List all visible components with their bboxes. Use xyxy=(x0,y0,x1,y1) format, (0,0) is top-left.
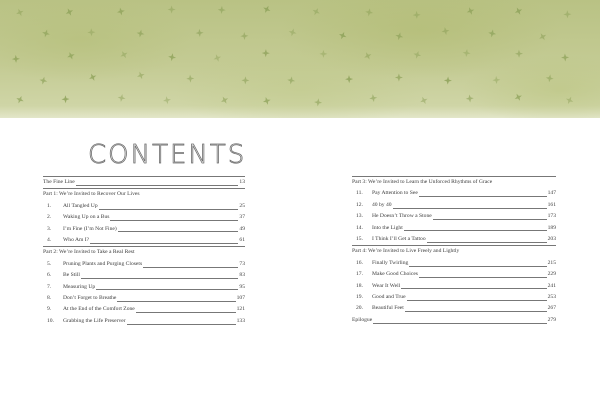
watercolor-banner xyxy=(0,0,600,120)
leaf-sprig-icon xyxy=(537,31,548,42)
toc-leader-line xyxy=(110,220,238,221)
toc-leader-line xyxy=(90,243,238,244)
toc-leader-line xyxy=(409,266,546,267)
leaf-sprig-icon xyxy=(419,95,430,106)
toc-page-number: 61 xyxy=(239,236,245,243)
leaf-sprig-icon xyxy=(465,6,475,16)
toc-page-number: 25 xyxy=(239,202,245,209)
leaf-sprig-icon xyxy=(116,7,126,17)
leaf-sprig-icon xyxy=(168,6,176,14)
toc-page-number: 215 xyxy=(547,259,556,266)
toc-chapter-number: 12. xyxy=(356,201,363,208)
leaf-sprig-icon xyxy=(337,30,347,40)
toc-leader-line xyxy=(419,196,547,197)
leaf-sprig-icon xyxy=(15,94,25,104)
toc-chapter-number: 2. xyxy=(47,214,52,221)
leaf-sprig-icon xyxy=(119,49,130,60)
toc-entry xyxy=(43,316,245,327)
toc-page-number: 267 xyxy=(547,305,556,312)
leaf-sprig-icon xyxy=(66,51,76,61)
toc-title: 40 by 40 xyxy=(372,201,392,208)
toc-title: Who Am I? xyxy=(63,236,90,243)
toc-chapter-number: 11. xyxy=(356,190,363,197)
toc-chapter-number: 4. xyxy=(47,236,52,243)
leaf-sprig-icon xyxy=(345,75,353,83)
toc-page-number: 13 xyxy=(239,178,245,185)
leaf-sprig-icon xyxy=(492,76,501,85)
toc-leader-line xyxy=(143,267,238,268)
toc-entry xyxy=(352,211,556,222)
leaf-sprig-icon xyxy=(262,49,270,57)
leaf-sprig-icon xyxy=(545,74,554,83)
leaf-sprig-icon xyxy=(513,92,524,103)
toc-chapter-number: 17. xyxy=(356,271,363,278)
toc-page-number: 133 xyxy=(236,317,245,324)
leaf-sprig-icon xyxy=(186,74,195,83)
leaf-sprig-icon xyxy=(561,53,569,61)
toc-page-number: 203 xyxy=(547,235,556,242)
toc-title: Beautiful Feet xyxy=(372,305,404,312)
toc-page-number: 73 xyxy=(239,260,245,267)
toc-chapter-number: 9. xyxy=(47,306,52,313)
toc-leader-line xyxy=(81,278,238,279)
toc-chapter-number: 5. xyxy=(47,260,52,267)
toc-entry xyxy=(43,282,245,293)
toc-page-number: 241 xyxy=(547,282,556,289)
toc-leader-line xyxy=(99,209,239,210)
toc-title: Make Good Choices xyxy=(372,271,418,278)
leaf-sprig-icon xyxy=(412,50,422,60)
toc-title: Waking Up on a Bus xyxy=(63,214,110,221)
toc-page-number: 83 xyxy=(239,272,245,279)
leaf-sprig-icon xyxy=(488,29,497,38)
toc-page-number: 147 xyxy=(547,190,556,197)
leaf-sprig-icon xyxy=(162,96,171,105)
toc-part-heading xyxy=(43,188,245,200)
toc-title: Part 4: We’re Invited to Live Freely and Lightly xyxy=(352,248,460,255)
leaf-sprig-icon xyxy=(64,7,75,18)
toc-page-number: 107 xyxy=(236,294,245,301)
leaf-sprig-icon xyxy=(61,95,69,103)
toc-leader-line xyxy=(118,231,239,232)
leaf-sprig-icon xyxy=(136,29,145,38)
toc-leader-line xyxy=(373,323,546,324)
toc-entry xyxy=(43,304,245,315)
toc-entry xyxy=(352,234,556,245)
toc-entry xyxy=(352,258,556,269)
leaf-sprig-icon xyxy=(241,76,249,84)
toc-page-number: 37 xyxy=(239,214,245,221)
leaf-sprig-icon xyxy=(195,29,204,38)
toc-part-heading xyxy=(43,246,245,258)
toc-leader-line xyxy=(401,288,546,289)
toc-page-number: 49 xyxy=(239,225,245,232)
toc-title: All Tangled Up xyxy=(63,202,98,209)
toc-leader-line xyxy=(427,242,547,243)
leaf-sprig-icon xyxy=(288,28,298,38)
toc-page-number: 253 xyxy=(547,293,556,300)
contents-heading: CONTENTS xyxy=(88,140,247,170)
leaf-sprig-icon xyxy=(369,94,378,103)
leaf-sprig-icon xyxy=(136,70,146,80)
leaf-sprig-icon xyxy=(41,28,51,38)
toc-right-column xyxy=(352,176,556,326)
toc-title: Epilogue xyxy=(352,316,373,323)
leaf-sprig-icon xyxy=(314,98,323,107)
toc-chapter-number: 1. xyxy=(47,202,52,209)
toc-title: Part 2: We’re Invited to Take a Real Rest xyxy=(43,249,135,256)
toc-entry xyxy=(43,176,245,188)
toc-chapter-number: 14. xyxy=(356,224,363,231)
leaf-sprig-icon xyxy=(117,93,126,102)
toc-leader-line xyxy=(127,324,236,325)
toc-title: I’m Fine (I’m Not Fine) xyxy=(63,225,117,232)
leaf-sprig-icon xyxy=(39,76,49,86)
leaf-sprig-icon xyxy=(395,74,403,82)
toc-chapter-number: 16. xyxy=(356,259,363,266)
toc-page-number: 161 xyxy=(547,201,556,208)
toc-title: Grabbing the Life Preserver xyxy=(63,317,126,324)
toc-left-column xyxy=(43,176,245,327)
leaf-sprig-icon xyxy=(287,76,296,85)
toc-entry xyxy=(352,303,556,314)
toc-title: Part 3: We’re Invited to Learn the Unforced Rhythms of Grace xyxy=(352,178,493,185)
toc-title: I Think I’ll Get a Tattoo xyxy=(372,235,426,242)
toc-title: At the End of the Comfort Zone xyxy=(63,306,135,313)
toc-entry xyxy=(43,270,245,281)
leaf-sprig-icon xyxy=(394,31,404,41)
toc-entry xyxy=(43,201,245,212)
toc-title: Don’t Forget to Breathe xyxy=(63,294,117,301)
leaf-sprig-icon xyxy=(212,53,222,63)
toc-page-number: 121 xyxy=(236,306,245,313)
leaf-sprig-icon xyxy=(563,10,571,18)
toc-leader-line xyxy=(433,219,547,220)
toc-page-number: 279 xyxy=(547,316,556,323)
leaf-sprig-icon xyxy=(261,4,272,15)
toc-entry xyxy=(352,281,556,292)
toc-title: Good and True xyxy=(372,293,406,300)
toc-title: Part 1: We’re Invited to Recover Our Lives xyxy=(43,191,140,198)
toc-chapter-number: 18. xyxy=(356,282,363,289)
leaf-sprig-icon xyxy=(217,6,226,15)
leaf-sprig-icon xyxy=(513,6,524,17)
toc-title: Into the Light xyxy=(372,224,403,231)
toc-entry xyxy=(43,235,245,246)
leaf-sprig-icon xyxy=(515,50,523,58)
leaf-sprig-icon xyxy=(362,51,373,62)
toc-entry xyxy=(43,259,245,270)
toc-entry xyxy=(352,188,556,199)
toc-leader-line xyxy=(407,300,547,301)
toc-entry xyxy=(352,200,556,211)
leaf-sprig-icon xyxy=(87,28,95,36)
toc-entry xyxy=(352,315,556,326)
toc-entry xyxy=(352,223,556,234)
toc-entry xyxy=(352,269,556,280)
toc-chapter-number: 15. xyxy=(356,235,363,242)
toc-chapter-number: 13. xyxy=(356,213,363,220)
toc-leader-line xyxy=(404,230,547,231)
leaf-sprig-icon xyxy=(87,72,98,83)
leaf-sprig-icon xyxy=(240,32,248,40)
toc-title: Wear It Well xyxy=(372,282,401,289)
leaf-sprig-icon xyxy=(462,49,471,58)
toc-page-number: 95 xyxy=(239,283,245,290)
toc-leader-line xyxy=(76,185,239,186)
toc-title: Finally Twirling xyxy=(372,259,409,266)
leaf-sprig-icon xyxy=(15,7,25,17)
toc-title: Measuring Up xyxy=(63,283,96,290)
toc-entry xyxy=(43,293,245,304)
toc-title: Be Still xyxy=(63,272,80,279)
leaf-sprig-icon xyxy=(219,95,230,106)
leaf-sprig-icon xyxy=(319,50,327,58)
leaf-sprig-icon xyxy=(167,53,176,62)
toc-chapter-number: 10. xyxy=(47,317,54,324)
leaf-sprig-icon xyxy=(441,26,450,35)
leaf-sprig-icon xyxy=(311,6,322,17)
toc-entry xyxy=(43,224,245,235)
toc-title: The Fine Line xyxy=(43,178,75,185)
toc-chapter-number: 19. xyxy=(356,293,363,300)
toc-entry xyxy=(43,212,245,223)
leaf-sprig-icon xyxy=(365,8,374,17)
toc-chapter-number: 3. xyxy=(47,225,52,232)
leaf-sprig-icon xyxy=(564,95,575,106)
toc-chapter-number: 8. xyxy=(47,294,52,301)
toc-title: He Doesn’t Throw a Stone xyxy=(372,213,432,220)
toc-page-number: 229 xyxy=(547,271,556,278)
toc-title: Pay Attention to See xyxy=(372,190,418,197)
leaf-sprig-icon xyxy=(444,76,452,84)
toc-leader-line xyxy=(405,311,547,312)
toc-chapter-number: 6. xyxy=(47,272,52,279)
toc-leader-line xyxy=(96,289,238,290)
toc-leader-line xyxy=(393,208,547,209)
sprig-pattern xyxy=(0,0,600,120)
toc-part-heading xyxy=(352,176,556,188)
toc-leader-line xyxy=(136,312,236,313)
leaf-sprig-icon xyxy=(465,94,474,103)
toc-chapter-number: 20. xyxy=(356,305,363,312)
toc-part-heading xyxy=(352,245,556,257)
leaf-sprig-icon xyxy=(412,11,420,19)
toc-leader-line xyxy=(117,301,235,302)
toc-chapter-number: 7. xyxy=(47,283,52,290)
toc-entry xyxy=(352,292,556,303)
toc-page-number: 173 xyxy=(547,213,556,220)
leaf-sprig-icon xyxy=(12,55,20,63)
leaf-sprig-icon xyxy=(262,96,272,106)
toc-page-number: 189 xyxy=(547,224,556,231)
toc-title: Pruning Plants and Purging Closets xyxy=(63,260,143,267)
toc-leader-line xyxy=(419,277,547,278)
